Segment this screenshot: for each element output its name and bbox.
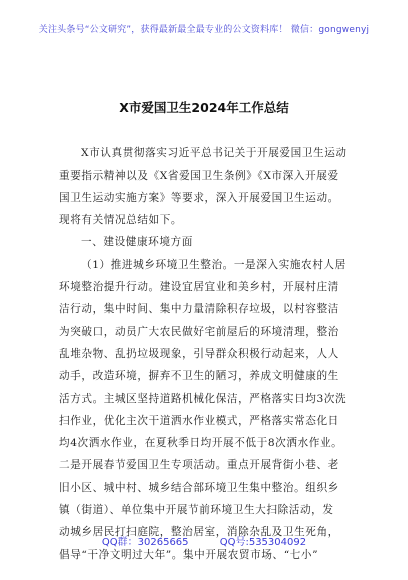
body-line: 动城乡居民打扫庭院，整治居室，消除杂乱及卫生死角，: [59, 526, 339, 539]
body-line: 二是开展春节爱国卫生专项活动。重点开展背街小巷、老: [59, 459, 339, 472]
body-line: 均4次洒水作业，在夏秋季日均开展不低于8次洒水作业。: [59, 437, 343, 450]
body-line: 一、建设健康环境方面: [81, 236, 193, 249]
body-line: X市认真贯彻落实习近平总书记关于开展爱国卫生运动: [81, 147, 347, 160]
body-line: 活方式。主城区坚持道路机械化保洁，严格落实日均3次洗: [59, 392, 347, 405]
body-line: 国卫生运动实施方案》等要求，深入开展爱国卫生运动。: [59, 191, 339, 204]
body-line: （1）推进城乡环境卫生整治。一是深入实施农村人居: [81, 258, 346, 271]
body-line: 现将有关情况总结如下。: [59, 214, 183, 227]
document-body: [59, 120, 359, 566]
body-line: 镇（街道）、单位集中开展节前环境卫生大扫除活动，发: [59, 504, 334, 517]
body-line: 乱堆杂物、乱扔垃圾现象，引导群众积极行动起来，人人: [59, 347, 339, 360]
body-line: 洁行动，集中时间、集中力量清除积存垃圾，以村容整洁: [59, 303, 339, 316]
document-title: X市爱国卫生2024年工作总结: [119, 100, 289, 115]
body-line: 为突破口，动员广大农民做好宅前屋后的环境清理，整治: [59, 325, 339, 338]
body-line: 旧小区、城中村、城乡结合部环境卫生集中整治。组织乡: [59, 481, 339, 494]
body-line: 动手，改造环境，摒弃不卫生的陋习，养成文明健康的生: [59, 370, 339, 383]
body-line: [59, 120, 359, 142]
footer-qq-group: QQ群：30265665: [101, 537, 189, 548]
body-line: 重要指示精神以及《X省爱国卫生条例》《X市深入开展爱: [59, 169, 339, 182]
body-line: 扫作业，优化主次干道洒水作业模式，严格落实常态化日: [59, 414, 339, 427]
footer-contacts: [0, 533, 408, 548]
body-line: 倡导“干净文明过大年”。集中开展农贸市场、“七小”: [59, 548, 319, 561]
body-line: 环境整治提升行动。建设宜居宜业和美乡村，开展村庄清: [59, 281, 339, 294]
header-notice: 关注头条号“公文研究”，获得最新最全最专业的公文资料库！ 微信：gongwenyj: [38, 25, 370, 35]
footer-qq-number: QQ号:535304092: [219, 537, 307, 548]
